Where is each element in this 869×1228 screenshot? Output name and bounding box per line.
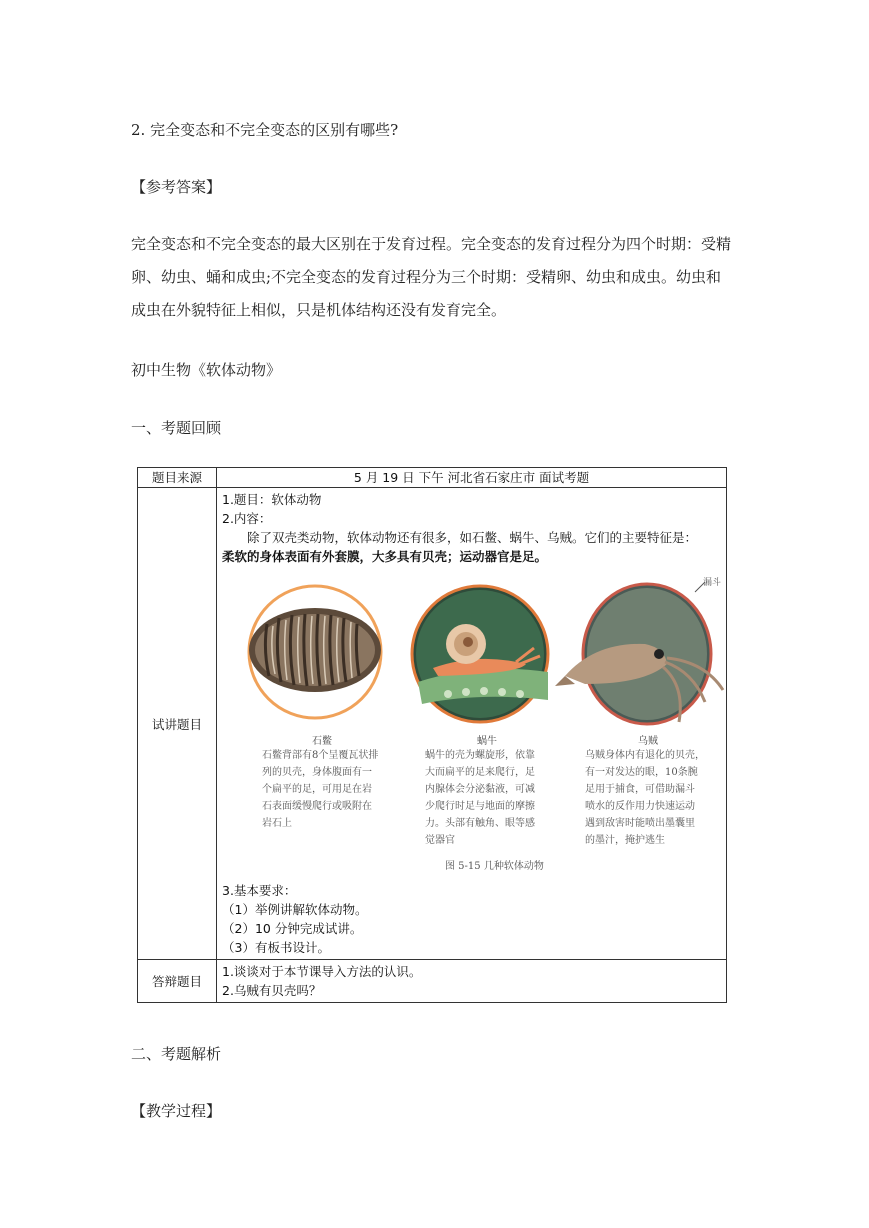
squid-name: 乌贼 bbox=[638, 736, 658, 747]
requirements-label: 3.基本要求： bbox=[222, 883, 297, 898]
requirement-item: （1）举例讲解软体动物。 bbox=[222, 902, 368, 917]
content-bold: 柔软的身体表面有外套膜，大多具有贝壳；运动器官是足。 bbox=[222, 549, 548, 564]
desc-line: 列的贝壳，身体腹面有一 bbox=[262, 767, 372, 778]
part-two-heading: 二、考题解析 bbox=[131, 1045, 222, 1063]
topic-line: 1.题目：软体动物 bbox=[222, 492, 322, 507]
desc-line: 喷水的反作用力快速运动 bbox=[585, 801, 695, 812]
chiton-name: 石鳖 bbox=[312, 736, 332, 747]
question-2: 2. 完全变态和不完全变态的区别有哪些? bbox=[131, 121, 399, 139]
desc-line: 内腺体会分泌黏液，可减 bbox=[425, 784, 535, 795]
desc-line: 觉器官 bbox=[425, 835, 455, 846]
requirement-item: （3）有板书设计。 bbox=[222, 940, 330, 955]
requirement-item: （2）10 分钟完成试讲。 bbox=[222, 921, 363, 936]
source-value: 5 月 19 日 下午 河北省石家庄市 面试考题 bbox=[217, 468, 727, 488]
chiton-description bbox=[262, 747, 392, 832]
chiton-image bbox=[245, 584, 385, 724]
desc-line: 蜗牛的壳为螺旋形，依靠 bbox=[425, 750, 535, 761]
defense-content bbox=[217, 960, 727, 1003]
source-label: 题目来源 bbox=[138, 468, 217, 488]
desc-line: 有一对发达的眼，10条腕 bbox=[585, 767, 698, 778]
defense-item: 2.乌贼有贝壳吗？ bbox=[222, 983, 322, 998]
squid-description bbox=[585, 747, 715, 849]
desc-line: 遇到敌害时能喷出墨囊里 bbox=[585, 818, 695, 829]
desc-line: 足用于捕食，可借助漏斗 bbox=[585, 784, 695, 795]
answer-paragraph bbox=[131, 228, 741, 327]
figure-caption: 图 5-15 几种软体动物 bbox=[445, 861, 544, 872]
snail-description bbox=[425, 747, 555, 849]
defense-label: 答辩题目 bbox=[138, 960, 217, 1003]
desc-line: 大而扁平的足来爬行，足 bbox=[425, 767, 535, 778]
part-one-heading: 一、考题回顾 bbox=[131, 419, 222, 437]
desc-line: 岩石上 bbox=[262, 818, 292, 829]
content-text: 除了双壳类动物，软体动物还有很多，如石鳖、蜗牛、乌贼。它们的主要特征是： bbox=[247, 530, 698, 545]
snail-name: 蜗牛 bbox=[477, 736, 497, 747]
table-row bbox=[138, 960, 727, 1003]
teaching-heading: 【教学过程】 bbox=[131, 1102, 222, 1120]
table-row bbox=[138, 468, 727, 488]
answer-heading: 【参考答案】 bbox=[131, 178, 222, 196]
lecture-label: 试讲题目 bbox=[138, 488, 217, 960]
answer-line: 卵、幼虫、蛹和成虫;不完全变态的发育过程分为三个时期：受精卵、幼虫和成虫。幼虫和 bbox=[131, 268, 722, 286]
desc-line: 力。头部有触角、眼等感 bbox=[425, 818, 535, 829]
desc-line: 的墨汁，掩护逃生 bbox=[585, 835, 665, 846]
table-row bbox=[138, 488, 727, 960]
answer-line: 成虫在外貌特征上相似，只是机体结构还没有发育完全。 bbox=[131, 301, 507, 319]
desc-line: 石表面缓慢爬行或吸附在 bbox=[262, 801, 372, 812]
desc-line: 石鳖背部有8个呈覆瓦状排 bbox=[262, 750, 379, 761]
desc-line: 少爬行时足与地面的摩擦 bbox=[425, 801, 535, 812]
squid-image bbox=[555, 572, 735, 732]
section-title: 初中生物《软体动物》 bbox=[131, 361, 282, 379]
defense-item: 1.谈谈对于本节课导入方法的认识。 bbox=[222, 964, 422, 979]
exam-table bbox=[137, 467, 727, 1003]
funnel-label: 漏斗 bbox=[703, 578, 722, 588]
lecture-content bbox=[217, 488, 727, 960]
desc-line: 个扁平的足，可用足在岩 bbox=[262, 784, 372, 795]
content-label: 2.内容： bbox=[222, 511, 272, 526]
desc-line: 乌贼身体内有退化的贝壳， bbox=[585, 750, 705, 761]
answer-line: 完全变态和不完全变态的最大区别在于发育过程。完全变态的发育过程分为四个时期：受精 bbox=[131, 235, 732, 253]
snail-image bbox=[408, 582, 553, 727]
mollusk-figure bbox=[240, 572, 740, 877]
